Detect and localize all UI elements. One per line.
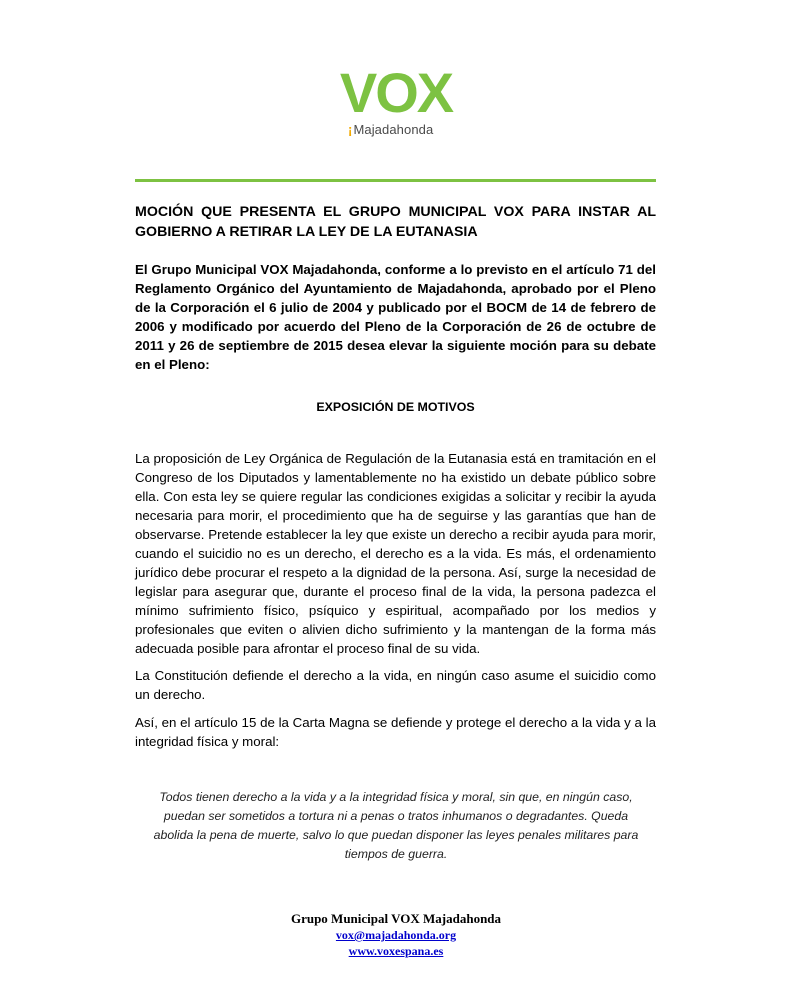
- body-paragraph-1: La proposición de Ley Orgánica de Regulación de la Eutanasia está en tramitación en el Congreso de los Diputados y lamentablemente no ha existido un debate público sobre ella. Con esta ley se quiere regular las condiciones exigidas a solicitar y recibir la ayuda necesaria para morir, el procedimiento que ha de seguirse y las garantías que han de observarse. Pretende establecer la ley que existe un derecho a recibir ayuda para morir, cuando el suicidio no es un derecho, el derecho es a la vida. Es más, el ordenamiento jurídico debe procurar el respeto a la dignidad de la persona. Así, surge la necesidad de legislar para asegurar que, durante el proceso final de la vida, la persona padezca el mínimo sufrimiento físico, psíquico y espiritual, acompañado por los medios y profesionales que eviten o alivien dicho sufrimiento y la mantengan de la forma más adecuada posible para afrontar el proceso final de su vida.: [135, 451, 656, 656]
- footer: [200, 910, 592, 959]
- document-title: MOCIÓN QUE PRESENTA EL GRUPO MUNICIPAL VOX PARA INSTAR AL GOBIERNO A RETIRAR LA LEY DE LA EUTANASIA: [135, 204, 656, 240]
- city-mark: ¡: [348, 122, 353, 137]
- vox-logo-text: VOX: [339, 64, 453, 124]
- intro-paragraph: El Grupo Municipal VOX Majadahonda, conforme a lo previsto en el artículo 71 del Reglamento Orgánico del Ayuntamiento de Majadahonda, aprobado por el Pleno de la Corporación el 6 julio de 2004 y publicado por el BOCM de 14 de febrero de 2006 y modificado por acuerdo del Pleno de la Corporación de 26 de octubre de 2011 y 26 de septiembre de 2015 desea elevar la siguiente moción para su debate en el Pleno:: [135, 262, 656, 372]
- footer-website-link[interactable]: www.voxespana.es: [348, 944, 444, 958]
- body-paragraph-3: Así, en el artículo 15 de la Carta Magna se defiende y protege el derecho a la vida y a la integridad física y moral:: [135, 715, 656, 749]
- constitution-quote: Todos tienen derecho a la vida y a la integridad física y moral, sin que, en ningún caso, puedan ser sometidos a tortura ni a penas o tratos inhumanos o degradantes. Queda abolida la pena de muerte, salvo lo que puedan disponer las leyes penales militares para tiempos de guerra.: [153, 790, 639, 861]
- vox-logo-graphic: [336, 64, 456, 124]
- footer-email-link[interactable]: vox@majadahonda.org: [335, 928, 457, 942]
- body-paragraph-2: La Constitución defiende el derecho a la vida, en ningún caso asume el suicidio como un derecho.: [135, 668, 656, 702]
- city-name: Majadahonda: [353, 122, 434, 137]
- footer-organization: Grupo Municipal VOX Majadahonda: [290, 911, 502, 926]
- city-label: [348, 122, 433, 137]
- section-heading: EXPOSICIÓN DE MOTIVOS: [316, 400, 475, 414]
- header-divider: [135, 179, 656, 182]
